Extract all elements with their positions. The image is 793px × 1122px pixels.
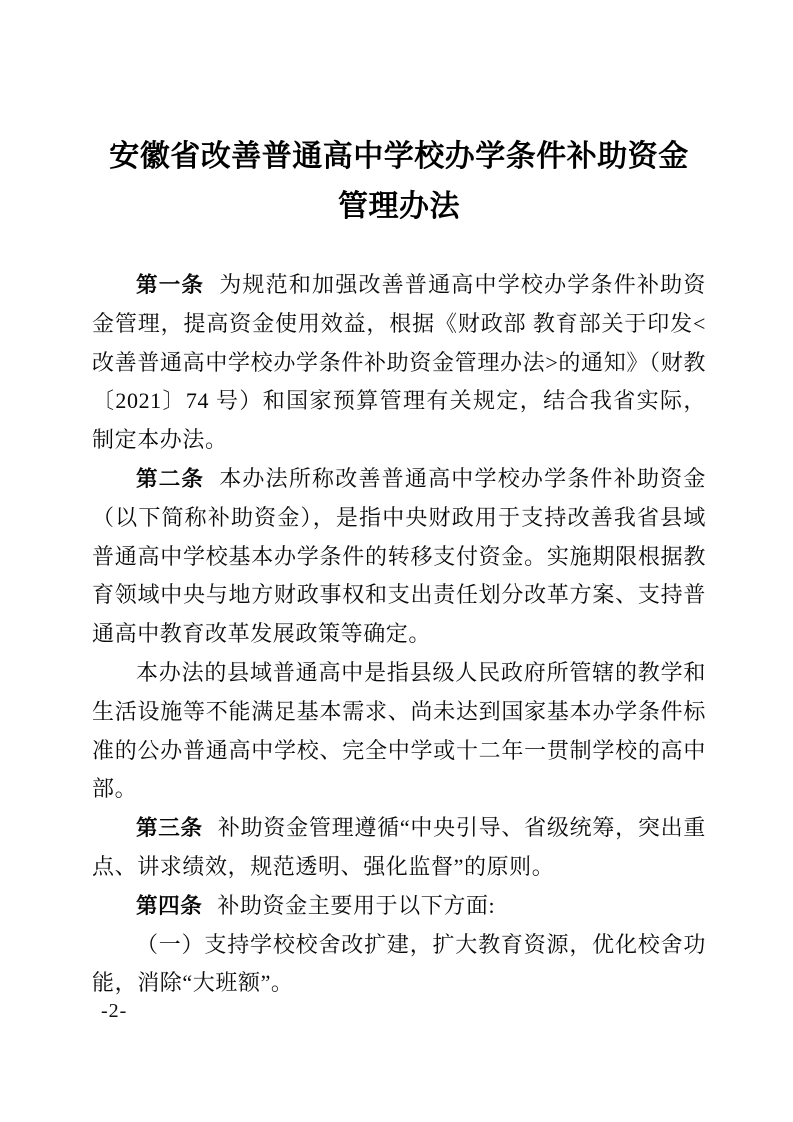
paragraph-text: 本办法的县域普通高中是指县级人民政府所管辖的教学和生活设施等不能满足基本需求、尚未达到国家基本办学条件标准的公办普通高中学校、完全中学或十二年一贯制学校的高中部。	[92, 659, 706, 802]
paragraph-text: （一）支持学校校舍改扩建，扩大教育资源，优化校舍功能，消除“大班额”。	[92, 931, 706, 996]
article-number-3: 第三条	[136, 816, 203, 841]
document-content	[92, 0, 706, 1003]
article-number-4: 第四条	[136, 893, 203, 918]
document-body	[92, 266, 706, 1003]
paragraph-article-1	[92, 266, 706, 460]
paragraph-article-2	[92, 460, 706, 654]
paragraph-text: 为规范和加强改善普通高中学校办学条件补助资金管理，提高资金使用效益，根据《财政部 教育部关于印发<改善普通高中学校办学条件补助资金管理办法>的通知》（财教〔2021〕74 号）和国家预算管理有关规定，结合我省实际，制定本办法。	[92, 272, 706, 453]
document-title-line-1: 安徽省改善普通高中学校办学条件补助资金	[109, 140, 689, 173]
paragraph-article-2-continued	[92, 654, 706, 809]
article-number-1: 第一条	[136, 273, 205, 297]
paragraph-article-3	[92, 809, 706, 887]
paragraph-item-1	[92, 926, 706, 1004]
document-title-line-2: 管理办法	[338, 190, 460, 223]
paragraph-text: 补助资金管理遵循“中央引导、省级统筹，突出重点、讲求绩效，规范透明、强化监督”的原则。	[92, 815, 706, 879]
document-title	[92, 132, 706, 232]
paragraph-article-4	[92, 887, 706, 926]
paragraph-text: 本办法所称改善普通高中学校办学条件补助资金（以下简称补助资金），是指中央财政用于支持改善我省县域普通高中学校基本办学条件的转移支付资金。实施期限根据教育领域中央与地方财政事权和支出责任划分改革方案、支持普通高中教育改革发展政策等确定。	[92, 465, 706, 647]
page-number: -2-	[101, 1000, 128, 1022]
article-number-2: 第二条	[136, 466, 205, 491]
paragraph-text: 补助资金主要用于以下方面:	[217, 892, 496, 918]
